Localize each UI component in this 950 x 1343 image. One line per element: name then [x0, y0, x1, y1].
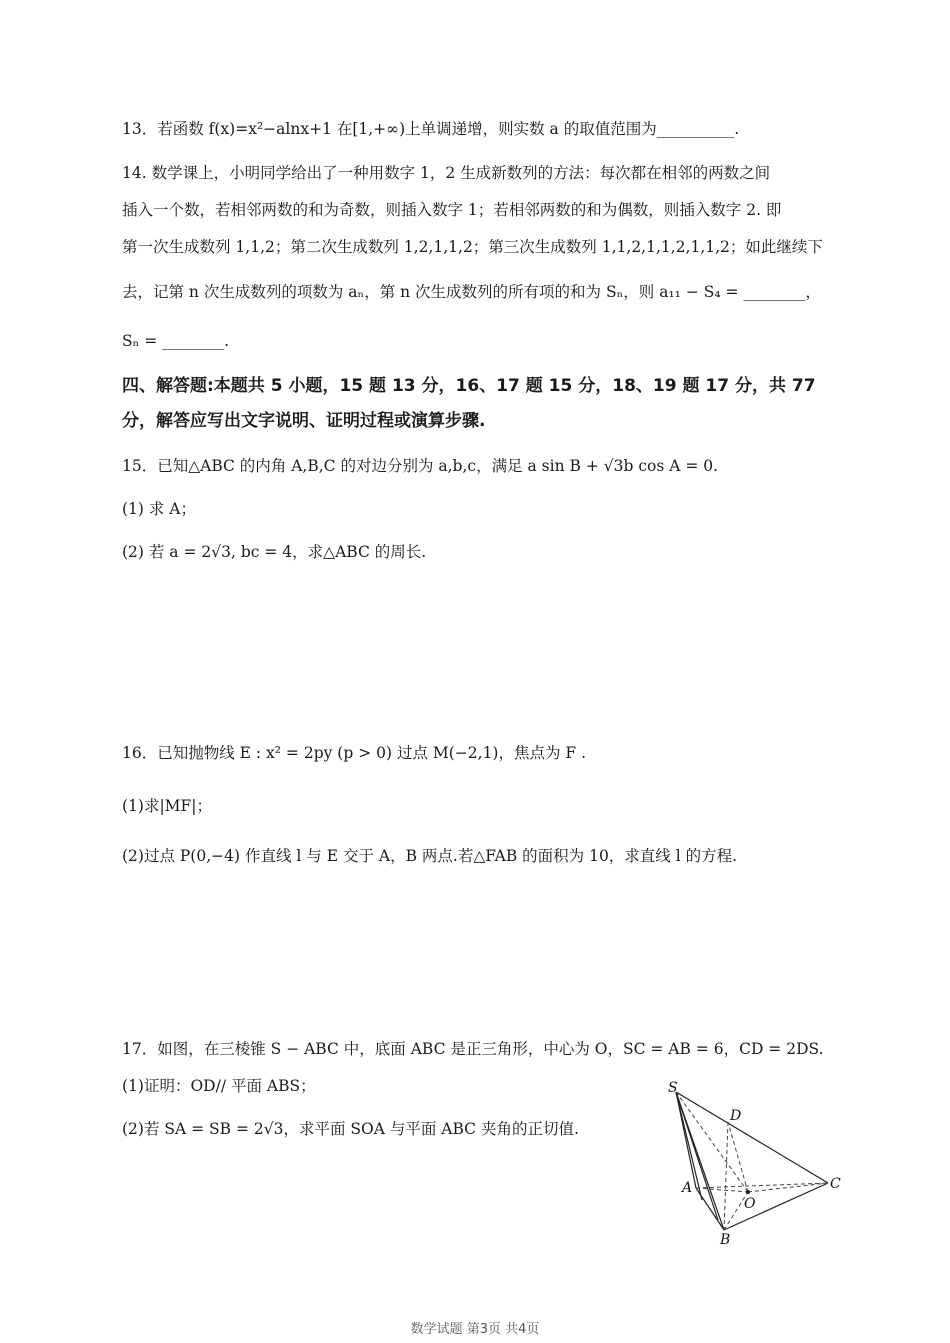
label-B: B	[720, 1232, 731, 1245]
question-14-line-1: 14. 数学课上，小明同学给出了一种用数字 1，2 生成新数列的方法：每次都在相邻的两数之间	[122, 164, 771, 182]
edge-SB-inner	[676, 1092, 718, 1220]
question-15-part-2: (2) 若 a = 2√3, bc = 4，求△ABC 的周长.	[122, 543, 427, 561]
question-14-line-4: 去，记第 n 次生成数列的项数为 aₙ，第 n 次生成数列的所有项的和为 Sₙ，则 a₁₁ − S₄ = ________，	[122, 283, 821, 301]
question-14-line-2: 插入一个数，若相邻两数的和为奇数，则插入数字 1；若相邻两数的和为偶数，则插入数字 2. 即	[122, 201, 782, 219]
question-17-stem: 17．如图，在三棱锥 S − ABC 中，底面 ABC 是正三角形，中心为 O，SC = AB = 6，CD = 2DS.	[122, 1040, 824, 1058]
edge-AO-hidden	[696, 1188, 748, 1192]
label-C: C	[830, 1176, 841, 1192]
tetrahedron-figure	[640, 1080, 860, 1245]
edge-AC-hidden	[696, 1183, 828, 1188]
point-O	[746, 1190, 750, 1194]
edge-OD-hidden	[728, 1122, 748, 1192]
question-14-line-3: 第一次生成数列 1,1,2；第二次生成数列 1,2,1,1,2；第三次生成数列 1,1,2,1,1,2,1,1,2；如此继续下	[122, 238, 823, 256]
label-D: D	[730, 1108, 742, 1124]
label-O: O	[744, 1196, 756, 1212]
question-13: 13．若函数 f(x)=x²−alnx+1 在[1,+∞)上单调递增，则实数 a 的取值范围为__________.	[122, 120, 740, 138]
section-4-heading-line-1: 四、解答题:本题共 5 小题，15 题 13 分，16、17 题 15 分，18、19 题 17 分，共 77	[122, 376, 816, 396]
question-16-part-2: (2)过点 P(0,−4) 作直线 l 与 E 交于 A，B 两点.若△FAB 的面积为 10，求直线 l 的方程.	[122, 847, 738, 865]
question-17-part-2: (2)若 SA = SB = 2√3，求平面 SOA 与平面 ABC 夹角的正切值.	[122, 1120, 579, 1138]
question-16-part-1: (1)求|MF|；	[122, 797, 213, 815]
edge-DB-hidden	[724, 1122, 728, 1230]
edge-BC	[724, 1183, 828, 1230]
question-17-part-1: (1)证明：OD// 平面 ABS；	[122, 1077, 316, 1095]
label-S: S	[668, 1080, 678, 1096]
question-15-part-1: (1) 求 A；	[122, 500, 197, 518]
question-16-stem: 16．已知抛物线 E : x² = 2py (p > 0) 过点 M(−2,1)，焦点为 F .	[122, 744, 587, 762]
question-14-line-5: Sₙ = ________.	[122, 332, 230, 350]
edge-SC	[676, 1092, 828, 1183]
section-4-heading-line-2: 分，解答应写出文字说明、证明过程或演算步骤.	[122, 411, 486, 431]
question-15-stem: 15．已知△ABC 的内角 A,B,C 的对边分别为 a,b,c，满足 a sin B + √3b cos A = 0.	[122, 457, 719, 475]
page-footer: 数学试题 第3页 共4页	[410, 1322, 540, 1337]
label-A: A	[682, 1180, 693, 1196]
